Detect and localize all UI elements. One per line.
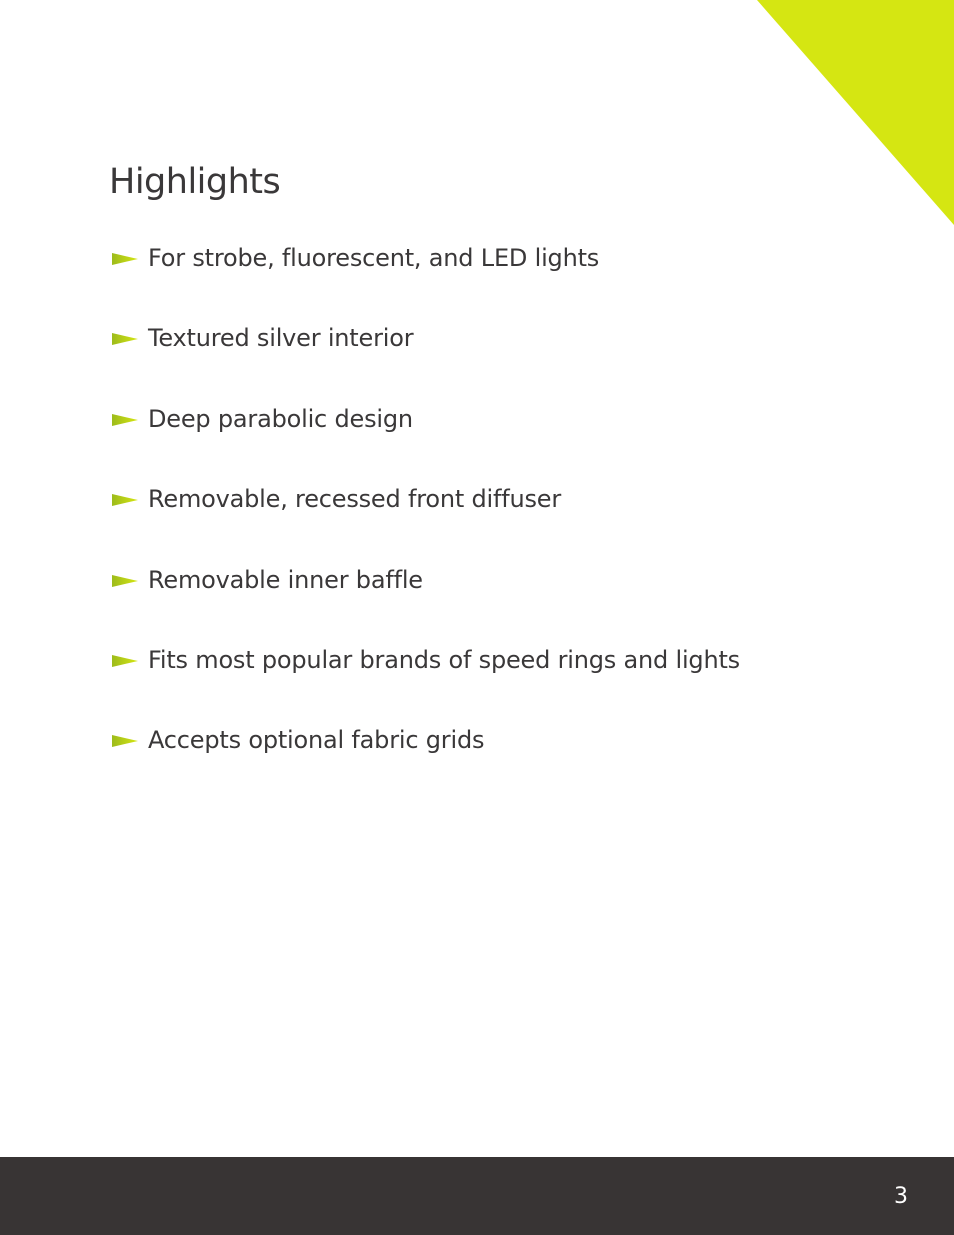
arrow-bullet-icon <box>112 493 138 507</box>
page-number: 3 <box>894 1184 908 1209</box>
arrow-bullet-icon <box>112 252 138 266</box>
highlight-text: Removable inner baffle <box>148 565 423 594</box>
arrow-bullet-icon <box>112 332 138 346</box>
arrow-bullet-icon <box>112 413 138 427</box>
arrow-bullet-icon <box>112 734 138 748</box>
arrow-bullet-icon <box>112 574 138 588</box>
highlight-text: Accepts optional fabric grids <box>148 726 485 755</box>
highlight-text: For strobe, fluorescent, and LED lights <box>148 244 600 272</box>
arrow-bullet-icon <box>112 654 138 668</box>
highlight-text: Removable, recessed front diffuser <box>148 485 562 514</box>
highlight-text: Textured silver interior <box>148 324 414 353</box>
page-title: Highlights <box>109 162 281 202</box>
footer-bar <box>0 1157 954 1235</box>
highlight-text: Fits most popular brands of speed rings and lights <box>148 645 740 674</box>
highlight-text: Deep parabolic design <box>148 404 413 433</box>
